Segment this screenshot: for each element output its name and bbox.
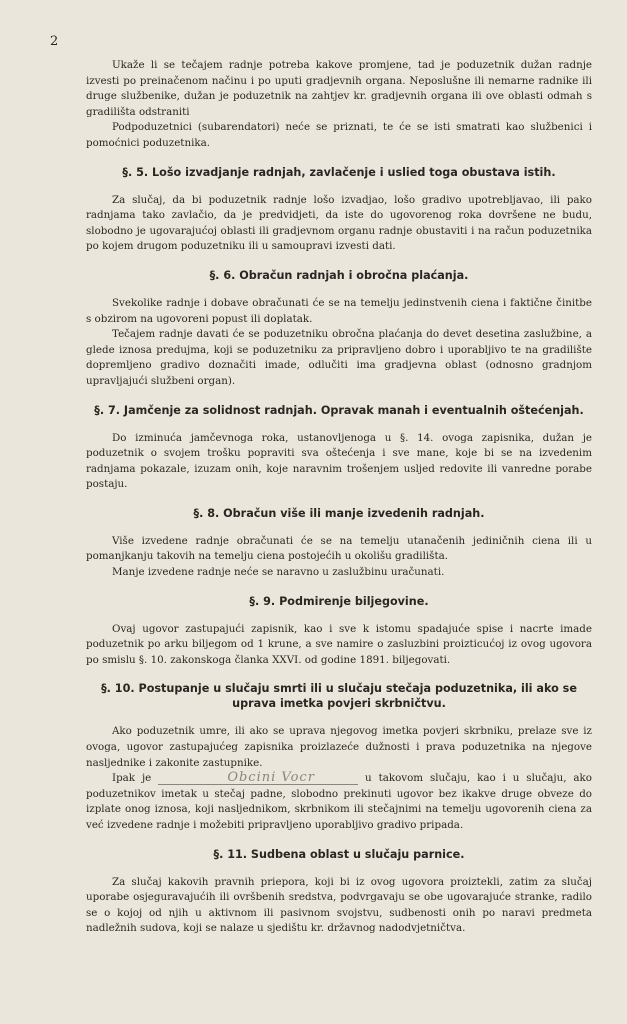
section-9-heading: §. 9. Podmirenje biljegovine. [249, 594, 429, 608]
section-7-heading: §. 7. Jamčenje za solidnost radnjah. Opravak manah i eventualnih oštećenjah. [94, 403, 584, 417]
section-11-heading: §. 11. Sudbena oblast u slučaju parnice. [213, 847, 465, 861]
document-body [86, 58, 592, 937]
section-10-heading: §. 10. Postupanje u slučaju smrti ili u slučaju stečaja poduzetnika, ili ako se uprava imetka povjeri skrbničtvu. [101, 682, 577, 711]
intro-paragraph-1: Ukaže li se tečajem radnje potreba kakove promjene, tad je poduzetnik dužan radnje izvesti po preinačenom načinu i po uputi gradjevnih organa. Neposlušne ili nemarne radnike ili druge službenike, dužan je poduzetnik na zahtjev kr. gradjevnih organa ili ove oblasti odmah s gradilišta odstraniti [86, 59, 592, 118]
section-8-heading: §. 8. Obračun više ili manje izvedenih radnjah. [193, 506, 485, 520]
page-number: 2 [50, 34, 59, 49]
section-6-paragraph-2: Tečajem radnje davati će se poduzetniku obročna plaćanja do devet desetina zaslužbine, a glede iznosa predujma, koji se poduzetniku za pripravljeno dobro i uporabljivo te na gradilište dopremljeno gradivo doznačiti imade, odlučiti ima gradjevna oblast (odnosno gradnjom upravljajući službeni organ). [86, 328, 592, 387]
section-5-heading: §. 5. Lošo izvadjanje radnjah, zavlačenje i uslied toga obustava istih. [122, 165, 556, 179]
section-10-paragraph-2 [86, 771, 592, 833]
section-10-text-before: Ipak je [112, 772, 152, 785]
section-11-paragraph-1: Za slučaj kakovih pravnih priepora, koji bi iz ovog ugovora proiztekli, zatim za slučaj uporabe osjeguravajućih ili ovršbenih sredstva, podvrgavaju se obe ugovarajuće stranke, radilo se o kojoj od njih u aktivnom ili pasivnom svojstvu, sudbenosti onih po naravi predmeta nadležnih sudova, koji se nalaze u sjedištu kr. državnog nadodvjetničtva. [86, 875, 592, 935]
section-8-paragraph-1: Više izvedene radnje obračunati će se na temelju utanačenih jediničnih ciena ili u pomanjkanju takovih na temelju ciena postojećih u okolišu gradilišta. [86, 534, 592, 563]
intro-paragraph-2: Podpoduzetnici (subarendatori) neće se priznati, te će se isti smatrati kao službenici i pomoćnici poduzetnika. [86, 121, 592, 149]
section-7-paragraph-1: Do izminuća jamčevnoga roka, ustanovljenoga u §. 14. ovoga zapisnika, dužan je poduzetnik o svojem trošku popraviti sva oštećenja i sve mane, koje bi se na izvedenim radnjama pokazale, izuzam onih, koje naravnim trošenjem usljed redovite ili vanredne porabe postaju. [86, 431, 592, 491]
handwritten-signature: Obcini Vocr [158, 771, 358, 785]
section-10-text-after: u takovom slučaju, kao i u slučaju, ako poduzetnikov imetak u stečaj padne, slobodno prekinuti ugovor bez ikakve druge obveze do izplate onog iznosa, koji nasljednikom, skrbnikom ili stečajnimi na temelju ugovorenih ciena za već izvedene radnje i možebiti pripravljeno uporabljivo gradivo pripada. [86, 772, 592, 831]
section-6-paragraph-1: Svekolike radnje i dobave obračunati će se na temelju jedinstvenih ciena i faktične činitbe s obzirom na ugovoreni popust ili doplatak. [86, 296, 592, 325]
section-9-paragraph-1: Ovaj ugovor zastupajući zapisnik, kao i sve k istomu spadajuće spise i nacrte imade poduzetnik po arku biljegom od 1 krune, a sve namire o zasluzbini proizticućoj iz ovog ugovora po smislu §. 10. zakonskoga članka XXVI. od godine 1891. biljegovati. [86, 622, 592, 666]
section-10-paragraph-1: Ako poduzetnik umre, ili ako se uprava njegovog imetka povjeri skrbniku, prelaze sve iz ovoga, ugovor zastupajućeg zapisnika proizlazeće dužnosti i prava poduzetnika na njegove nasljednike i zakonite zastupnike. [86, 725, 592, 769]
section-8-paragraph-2: Manje izvedene radnje neće se naravno u zaslužbinu uračunati. [112, 566, 445, 579]
section-6-heading: §. 6. Obračun radnjah i obročna plaćanja. [209, 268, 469, 282]
section-5-paragraph-1: Za slučaj, da bi poduzetnik radnje lošo izvadjao, lošo gradivo upotrebljavao, ili pako radnjama tako zavlačio, da je predvidjeti, da iste do ugovorenog roka dovršene ne budu, slobodno je ugovarajućoj oblasti ili gradjevnom organu radnje obustaviti i na račun poduzetnika po kojem drugom poduzetniku ili u samoupravi izvesti dati. [86, 193, 592, 253]
